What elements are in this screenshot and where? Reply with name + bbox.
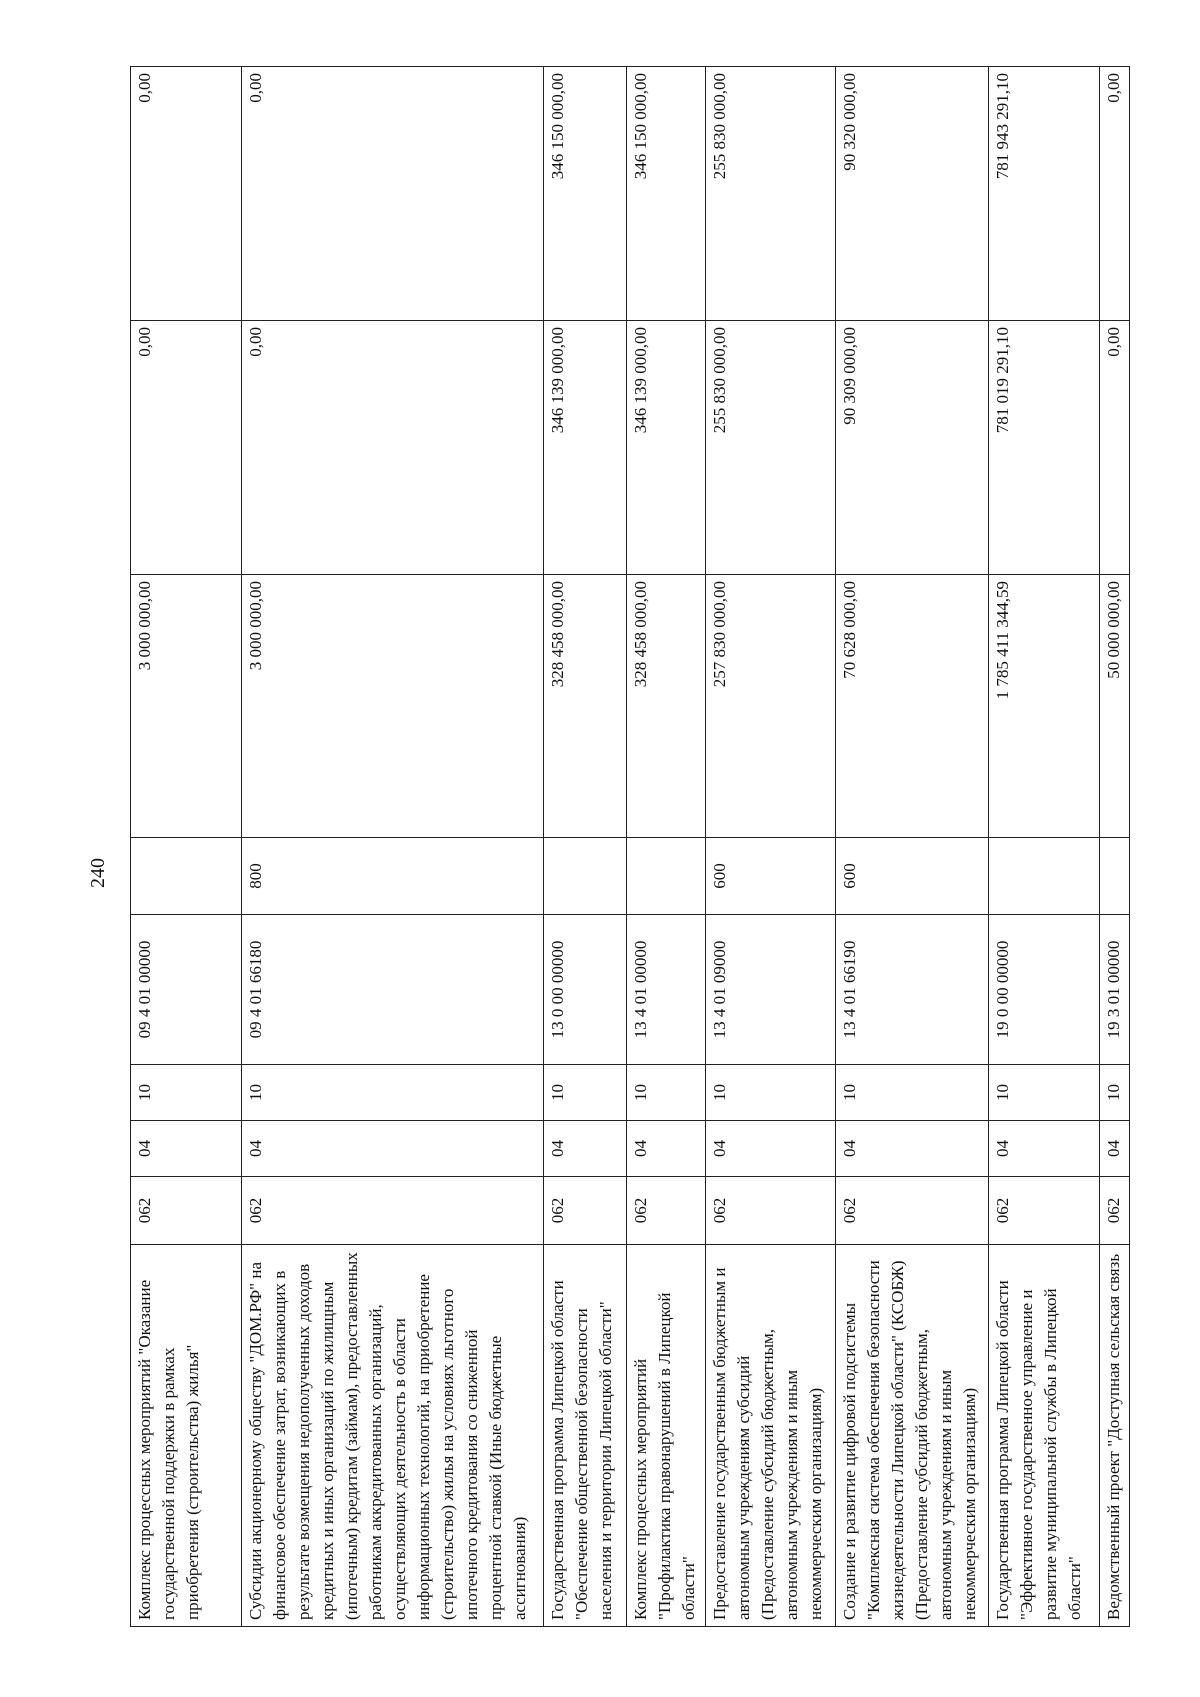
amount-year-1: 257 830 000,00 <box>706 575 835 838</box>
ministry-code: 062 <box>131 1177 242 1245</box>
amount-year-1: 328 458 000,00 <box>626 575 706 838</box>
rotated-page-content <box>130 67 1130 1627</box>
amount-year-2: 0,00 <box>241 321 544 575</box>
amount-year-2: 781 019 291,10 <box>989 321 1100 575</box>
amount-year-3: 0,00 <box>241 67 544 321</box>
table-row <box>835 67 989 1627</box>
amount-year-3: 0,00 <box>1099 67 1129 321</box>
row-name: Государственная программа Липецкой области "Эффективное государственное управление и развитие муниципальной службы в Липецкой области" <box>989 1245 1100 1627</box>
row-name: Комплекс процессных мероприятий "Оказание государственной поддержки в рамках приобретения (строительства) жилья" <box>131 1245 242 1627</box>
expense-type-code: 600 <box>706 838 835 915</box>
table-row <box>1099 67 1129 1627</box>
target-article-code: 13 4 01 66190 <box>835 915 989 1065</box>
target-article-code: 13 4 01 09000 <box>706 915 835 1065</box>
subsection-code: 10 <box>241 1065 544 1121</box>
amount-year-2: 346 139 000,00 <box>626 321 706 575</box>
table-row <box>241 67 544 1627</box>
amount-year-3: 90 320 000,00 <box>835 67 989 321</box>
target-article-code: 19 3 01 00000 <box>1099 915 1129 1065</box>
amount-year-3: 346 150 000,00 <box>626 67 706 321</box>
expense-type-code <box>989 838 1100 915</box>
amount-year-3: 0,00 <box>131 67 242 321</box>
subsection-code: 10 <box>626 1065 706 1121</box>
row-name: Субсидии акционерному обществу "ДОМ.РФ" на финансовое обеспечение затрат, возникающих в результате возмещения недополученных доходов кредитных и иных организаций по жилищным (ипотечным) кредитам (займам), предоставленных работникам аккредитованных организаций, осуществляющих деятельность в области информационных технологий, на приобретение (строительство) жилья на условиях льготного ипотечного кредитования со сниженной процентной ставкой (Иные бюджетные ассигнования) <box>241 1245 544 1627</box>
section-code: 04 <box>835 1121 989 1177</box>
subsection-code: 10 <box>1099 1065 1129 1121</box>
amount-year-2: 346 139 000,00 <box>544 321 627 575</box>
amount-year-1: 50 000 000,00 <box>1099 575 1129 838</box>
row-name: Государственная программа Липецкой области "Обеспечение общественной безопасности населения и территории Липецкой области" <box>544 1245 627 1627</box>
target-article-code: 09 4 01 66180 <box>241 915 544 1065</box>
amount-year-3: 781 943 291,10 <box>989 67 1100 321</box>
expense-type-code <box>544 838 627 915</box>
ministry-code: 062 <box>241 1177 544 1245</box>
budget-table <box>130 66 1130 1627</box>
section-code: 04 <box>706 1121 835 1177</box>
target-article-code: 19 0 00 00000 <box>989 915 1100 1065</box>
amount-year-1: 3 000 000,00 <box>131 575 242 838</box>
row-name: Создание и развитие цифровой подсистемы "Комплексная система обеспечения безопасности жизнедеятельности Липецкой области" (КСОБЖ) (Предоставление субсидий бюджетным, автономным учреждениям и иным некоммерческим организациям) <box>835 1245 989 1627</box>
expense-type-code: 600 <box>835 838 989 915</box>
ministry-code: 062 <box>626 1177 706 1245</box>
row-name: Комплекс процессных мероприятий "Профилактика правонарушений в Липецкой области" <box>626 1245 706 1627</box>
table-row <box>131 67 242 1627</box>
amount-year-1: 70 628 000,00 <box>835 575 989 838</box>
table-row <box>989 67 1100 1627</box>
section-code: 04 <box>131 1121 242 1177</box>
expense-type-code <box>1099 838 1129 915</box>
table-row <box>544 67 627 1627</box>
row-name: Ведомственный проект "Доступная сельская связь <box>1099 1245 1129 1627</box>
subsection-code: 10 <box>544 1065 627 1121</box>
expense-type-code <box>131 838 242 915</box>
amount-year-3: 255 830 000,00 <box>706 67 835 321</box>
amount-year-1: 1 785 411 344,59 <box>989 575 1100 838</box>
subsection-code: 10 <box>131 1065 242 1121</box>
target-article-code: 13 0 00 00000 <box>544 915 627 1065</box>
amount-year-2: 0,00 <box>1099 321 1129 575</box>
section-code: 04 <box>1099 1121 1129 1177</box>
target-article-code: 09 4 01 00000 <box>131 915 242 1065</box>
subsection-code: 10 <box>706 1065 835 1121</box>
ministry-code: 062 <box>1099 1177 1129 1245</box>
amount-year-2: 255 830 000,00 <box>706 321 835 575</box>
ministry-code: 062 <box>989 1177 1100 1245</box>
ministry-code: 062 <box>544 1177 627 1245</box>
expense-type-code: 800 <box>241 838 544 915</box>
ministry-code: 062 <box>706 1177 835 1245</box>
table-row <box>626 67 706 1627</box>
amount-year-3: 346 150 000,00 <box>544 67 627 321</box>
section-code: 04 <box>241 1121 544 1177</box>
page-number: 240 <box>87 858 109 888</box>
expense-type-code <box>626 838 706 915</box>
amount-year-1: 3 000 000,00 <box>241 575 544 838</box>
subsection-code: 10 <box>835 1065 989 1121</box>
row-name: Предоставление государственным бюджетным и автономным учреждениям субсидий (Предоставление субсидий бюджетным, автономным учреждениям и иным некоммерческим организациям) <box>706 1245 835 1627</box>
subsection-code: 10 <box>989 1065 1100 1121</box>
target-article-code: 13 4 01 00000 <box>626 915 706 1065</box>
amount-year-2: 0,00 <box>131 321 242 575</box>
section-code: 04 <box>626 1121 706 1177</box>
section-code: 04 <box>544 1121 627 1177</box>
table-row <box>706 67 835 1627</box>
amount-year-1: 328 458 000,00 <box>544 575 627 838</box>
amount-year-2: 90 309 000,00 <box>835 321 989 575</box>
ministry-code: 062 <box>835 1177 989 1245</box>
section-code: 04 <box>989 1121 1100 1177</box>
